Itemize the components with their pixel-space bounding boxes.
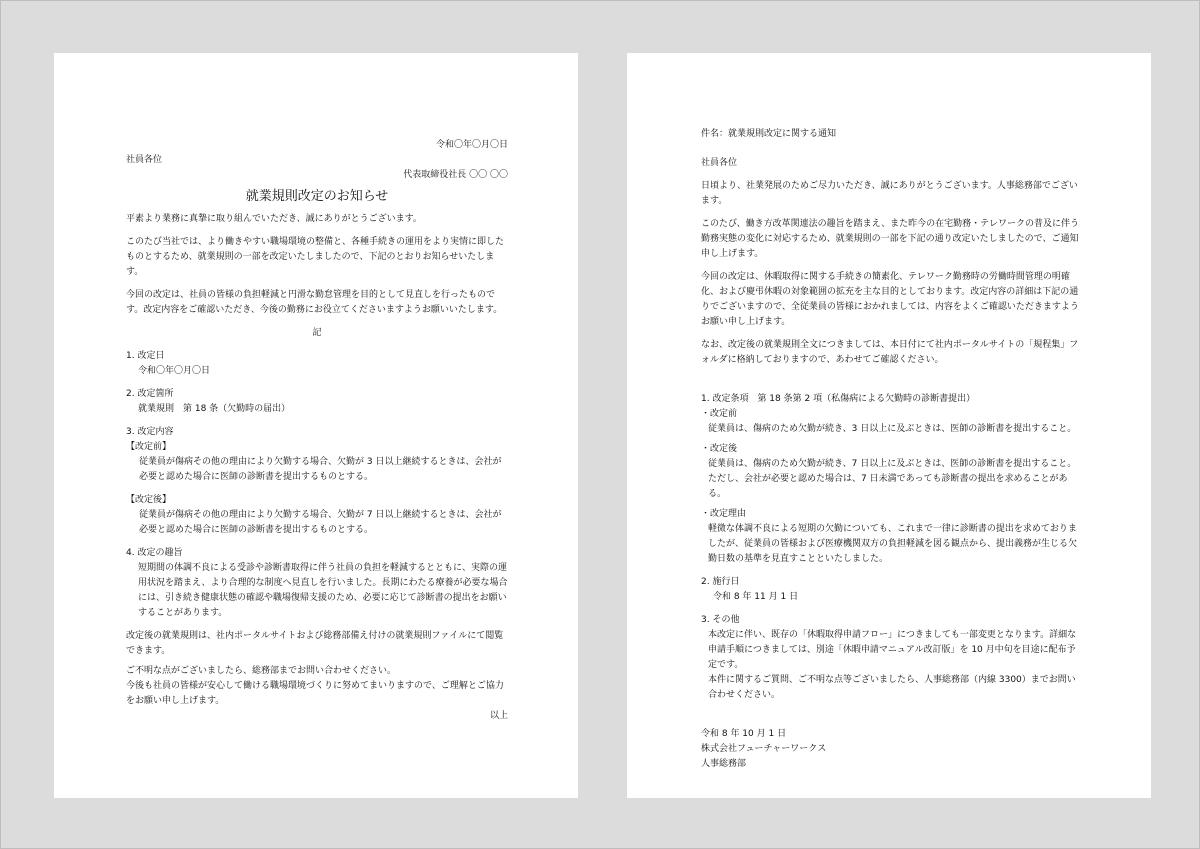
section-1-heading: 1. 改定条項 第 18 条第 2 項（私傷病による欠勤時の診断書提出） xyxy=(701,394,976,404)
paragraph-purpose: 今回の改定は、社員の皆様の負担軽減と円滑な勤怠管理を目的として見直しを行ったものです。改定内容をご確認いただき、今後の勤務にお役立てくださいますようお願いいたします。 xyxy=(126,290,503,315)
addressee: 社員各位 xyxy=(701,158,738,168)
item-2-heading: 2. 改定箇所 xyxy=(126,389,174,399)
paragraph-intro: このたび、働き方改革関連法の趣旨を踏まえ、また昨今の在宅勤務・テレワークの普及に伴う勤務実態の変化に対応するため、就業規則の一部を下記の通り改定いたしましたので、ご通知申し上げます。 xyxy=(701,219,1080,259)
subject-line: 件名：就業規則改定に関する通知 xyxy=(701,129,837,139)
signature-company: 株式会社フューチャーワークス xyxy=(701,744,827,754)
before-label: 【改定前】 xyxy=(126,442,172,452)
reason-label: ・改定理由 xyxy=(701,509,747,519)
sender: 代表取締役社長 〇〇 〇〇 xyxy=(403,170,508,180)
item-1-body: 令和〇年〇月〇日 xyxy=(138,366,211,376)
paragraph-intro: このたび当社では、より働きやすい職場環境の整備と、各種手続きの運用をより実情に即したものとするため、就業規則の一部を改定いたしましたので、下記のとおりお知らせいたします。 xyxy=(126,237,505,277)
document-page-2 xyxy=(627,53,1151,798)
section-3-body-1: 本改定に伴い、既存の「休暇取得申請フロー」につきましても一部変更となります。詳細な申請手順につきましては、別途「休暇申請マニュアル改訂版」を 10 月中旬を目途に配布予定です。 xyxy=(708,630,1077,670)
paragraph-greeting: 日頃より、社業発展のためご尽力いただき、誠にありがとうございます。人事総務部でございます。 xyxy=(701,181,1078,206)
section-3-heading: 3. その他 xyxy=(701,615,740,625)
reason-body: 軽微な体調不良による短期の欠勤についても、これまで一律に診断書の提出を求めておりましたが、従業員の皆様および医療機関双方の負担軽減を図る観点から、提出義務が生じる欠勤日数の基準を見直すことといたしました。 xyxy=(708,524,1078,564)
closing-paragraph-1: 改定後の就業規則は、社内ポータルサイトおよび総務部備え付けの就業規則ファイルにて閲覧できます。 xyxy=(126,631,504,656)
addressee: 社員各位 xyxy=(126,155,163,165)
paragraph-purpose: 今回の改定は、休暇取得に関する手続きの簡素化、テレワーク勤務時の労働時間管理の明確化、および慶弔休暇の対象範囲の拡充を主な目的としております。改定内容の詳細は下記の通りでございますので、全従業員の皆様におかれましては、内容をよくご確認いただきますようお願い申し上げます。 xyxy=(701,272,1079,327)
end-mark: 以上 xyxy=(489,711,508,721)
notice-date: 令和〇年〇月〇日 xyxy=(435,140,508,150)
before-body: 従業員は、傷病のため欠勤が続き、3 日以上に及ぶときは、医師の診断書を提出すること。 xyxy=(708,424,1077,434)
after-label: 【改定後】 xyxy=(126,495,172,505)
closing-paragraph-2: ご不明な点がございましたら、総務部までお問い合わせください。 xyxy=(126,666,397,676)
before-label: ・改定前 xyxy=(701,409,738,419)
section-3-body-2: 本件に関するご質問、ご不明な点等ございましたら、人事総務部（内線 3300）までお問い合わせください。 xyxy=(708,675,1076,700)
section-2-body: 令和 8 年 11 月 1 日 xyxy=(713,592,799,602)
item-4-heading: 4. 改定の趣旨 xyxy=(126,548,183,558)
signature-department: 人事総務部 xyxy=(701,759,747,769)
paragraph-portal-notice: なお、改定後の就業規則全文につきましては、本日付にて社内ポータルサイトの「規程集」フォルダに格納しておりますので、あわせてご確認ください。 xyxy=(701,340,1079,365)
item-3-heading: 3. 改定内容 xyxy=(126,427,174,437)
before-body: 従業員が傷病その他の理由により欠勤する場合、欠勤が 3 日以上継続するときは、会社が必要と認めた場合に医師の診断書を提出するものとする。 xyxy=(139,457,502,482)
section-2-heading: 2. 施行日 xyxy=(701,577,740,587)
item-2-body: 就業規則 第 18 条（欠勤時の届出） xyxy=(138,404,291,414)
after-body: 従業員が傷病その他の理由により欠勤する場合、欠勤が 7 日以上継続するときは、会社が必要と認めた場合に医師の診断書を提出するものとする。 xyxy=(139,510,502,535)
paragraph-greeting: 平素より業務に真摯に取り組んでいただき、誠にありがとうございます。 xyxy=(126,214,422,224)
after-label: ・改定後 xyxy=(701,444,738,454)
item-4-body: 短期間の体調不良による受診や診断書取得に伴う社員の負担を軽減するとともに、実際の運用状況を踏まえ、より合理的な制度へ見直しを行いました。長期にわたる療養が必要な場合には、引き続き健康状態の確認や職場復帰支援のため、必要に応じて診断書の提出をお願いすることがあります。 xyxy=(138,563,508,618)
document-page-1 xyxy=(54,53,578,798)
signature-date: 令和 8 年 10 月 1 日 xyxy=(701,729,787,739)
item-1-heading: 1. 改定日 xyxy=(126,351,165,361)
after-body: 従業員は、傷病のため欠勤が続き、7 日以上に及ぶときは、医師の診断書を提出すること。ただし、会社が必要と認めた場合は、7 日未満であっても診断書の提出を求めることがある。 xyxy=(708,459,1077,499)
document-title: 就業規則改定のお知らせ xyxy=(245,189,389,204)
closing-paragraph-3: 今後も社員の皆様が安心して働ける職場環境づくりに努めてまいりますので、ご理解とご協力をお願い申し上げます。 xyxy=(126,681,504,706)
ki-heading: 記 xyxy=(312,328,322,338)
